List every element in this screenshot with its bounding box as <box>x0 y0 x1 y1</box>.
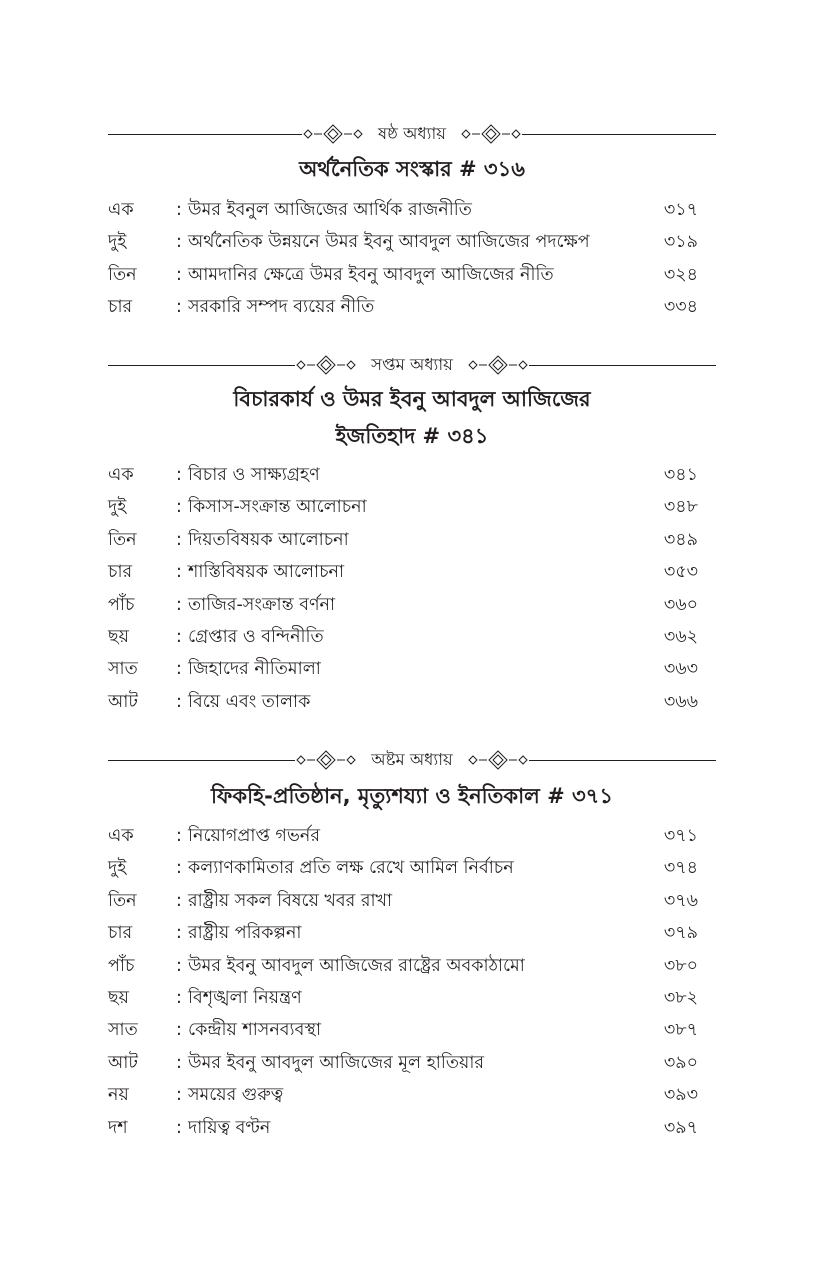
entry-page: ৩২৪ <box>663 264 698 285</box>
toc-entry[interactable]: ছয় : বিশৃঙ্খলা নিয়ন্ত্রণ ৩৮২ <box>108 982 698 1014</box>
toc-entry[interactable]: সাত : জিহাদের নীতিমালা ৩৬৩ <box>108 653 698 685</box>
diamond-ornament-icon <box>302 123 364 145</box>
entry-title: উমর ইবনু আবদুল আজিজের রাষ্ট্রের অবকাঠামো <box>188 955 525 976</box>
toc-entry[interactable]: এক : নিয়োগপ্রাপ্ত গভর্নর ৩৭১ <box>108 820 698 852</box>
entry-number: এক <box>108 465 134 485</box>
entry-title: দায়িত্ব বণ্টন <box>188 1117 271 1138</box>
entry-number: দশ <box>108 1117 128 1138</box>
toc-entry[interactable]: চার : শাস্তিবিষয়ক আলোচনা ৩৫৩ <box>108 556 698 588</box>
entry-page: ৩৯৭ <box>663 1117 698 1138</box>
entry-number: ছয় <box>108 626 129 647</box>
entry-page: ৩৫৩ <box>663 562 698 583</box>
entry-number: সাত <box>108 659 138 680</box>
divider-rule <box>529 365 716 366</box>
divider-rule <box>108 365 295 366</box>
entry-page: ৩৬০ <box>663 594 698 615</box>
entry-page: ৩১৭ <box>663 200 698 220</box>
entry-title: জিহাদের নীতিমালা <box>188 659 321 680</box>
toc-entry[interactable]: দুই : অর্থনৈতিক উন্নয়নে উমর ইবনু আবদুল আজিজের পদক্ষেপ ৩১৯ <box>108 226 698 258</box>
toc-entry[interactable]: সাত : কেন্দ্রীয় শাসনব্যবস্থা ৩৮৭ <box>108 1014 698 1046</box>
toc-entry[interactable]: তিন : দিয়তবিষয়ক আলোচনা ৩৪৯ <box>108 524 698 556</box>
entry-title: আমদানির ক্ষেত্রে উমর ইবনু আবদুল আজিজের নীতি <box>188 264 554 285</box>
diamond-ornament-icon <box>295 749 357 771</box>
entry-title: কেন্দ্রীয় শাসনব্যবস্থা <box>188 1020 322 1041</box>
entry-number: ছয় <box>108 987 129 1008</box>
toc-entry[interactable]: আট : উমর ইবনু আবদুল আজিজের মূল হাতিয়ার ৩৯০ <box>108 1047 698 1079</box>
diamond-ornament-icon <box>467 749 529 771</box>
chapter-title: বিচারকার্য ও উমর ইবনু আবদুল আজিজের <box>233 387 591 411</box>
toc-entry[interactable]: এক : উমর ইবনুল আজিজের আর্থিক রাজনীতি ৩১৭ <box>108 194 698 226</box>
entry-number: চার <box>108 562 133 583</box>
diamond-ornament-icon <box>295 354 357 376</box>
entry-title: দিয়তবিষয়ক আলোচনা <box>188 529 349 550</box>
entry-number: এক <box>108 826 134 846</box>
entry-number: তিন <box>108 890 137 911</box>
entry-title: তাজির-সংক্রান্ত বর্ণনা <box>188 594 336 615</box>
entry-page: ৩৬২ <box>663 626 698 647</box>
toc-entry[interactable]: চার : রাষ্ট্রীয় পরিকল্পনা ৩৭৯ <box>108 917 698 949</box>
chapter-title: অর্থনৈতিক সংস্কার # ৩১৬ <box>299 157 525 181</box>
entry-number: এক <box>108 200 134 220</box>
chapter-entries <box>108 820 698 1144</box>
entry-page: ৩৭৪ <box>663 858 698 879</box>
entry-title: সরকারি সম্পদ ব্যয়ের নীতি <box>188 297 375 318</box>
entry-title: নিয়োগপ্রাপ্ত গভর্নর <box>188 826 320 846</box>
entry-page: ৩১৯ <box>663 232 698 253</box>
divider-rule <box>522 134 716 135</box>
chapter-entries <box>108 194 698 324</box>
divider-rule <box>108 134 302 135</box>
entry-page: ৩৬৩ <box>663 659 698 680</box>
entry-number: চার <box>108 297 133 318</box>
entry-number: আট <box>108 1052 138 1073</box>
divider-rule <box>529 760 716 761</box>
chapter-entries <box>108 459 698 718</box>
entry-number: চার <box>108 923 133 944</box>
entry-title: রাষ্ট্রীয় সকল বিষয়ে খবর রাখা <box>188 890 393 911</box>
entry-number: তিন <box>108 264 137 285</box>
entry-page: ৩৭৯ <box>663 923 698 944</box>
entry-page: ৩৮৭ <box>663 1020 698 1041</box>
entry-page: ৩৬৬ <box>663 691 698 712</box>
toc-entry[interactable]: দুই : কিসাস-সংক্রান্ত আলোচনা ৩৪৮ <box>108 491 698 523</box>
entry-title: অর্থনৈতিক উন্নয়নে উমর ইবনু আবদুল আজিজের পদক্ষেপ <box>188 232 590 253</box>
entry-title: শাস্তিবিষয়ক আলোচনা <box>188 562 345 583</box>
entry-page: ৩৩৪ <box>663 297 698 318</box>
entry-title: বিশৃঙ্খলা নিয়ন্ত্রণ <box>188 987 302 1008</box>
entry-number: পাঁচ <box>108 594 135 615</box>
chapter-title: ইজতিহাদ # ৩৪১ <box>335 424 489 448</box>
entry-number: দুই <box>108 232 127 253</box>
entry-title: গ্রেপ্তার ও বন্দিনীতি <box>188 626 324 647</box>
entry-number: দুই <box>108 497 127 518</box>
entry-page: ৩৮০ <box>663 955 698 976</box>
chapter-divider <box>108 350 716 380</box>
chapter-divider <box>108 745 716 775</box>
entry-page: ৩৯০ <box>663 1052 698 1073</box>
toc-entry[interactable]: দুই : কল্যাণকামিতার প্রতি লক্ষ রেখে আমিল নির্বাচন ৩৭৪ <box>108 852 698 884</box>
chapter-label: অষ্টম অধ্যায় <box>371 750 453 769</box>
chapter-label: সপ্তম অধ্যায় <box>371 355 453 374</box>
entry-number: তিন <box>108 529 137 550</box>
divider-rule <box>108 760 295 761</box>
entry-title: বিচার ও সাক্ষ্যগ্রহণ <box>188 465 320 485</box>
entry-page: ৩৮২ <box>663 987 698 1008</box>
toc-entry[interactable]: এক : বিচার ও সাক্ষ্যগ্রহণ ৩৪১ <box>108 459 698 491</box>
entry-number: দুই <box>108 858 127 879</box>
entry-page: ৩৪১ <box>663 465 698 485</box>
entry-title: উমর ইবনু আবদুল আজিজের মূল হাতিয়ার <box>188 1052 485 1073</box>
diamond-ornament-icon <box>460 123 522 145</box>
entry-page: ৩৯৩ <box>663 1085 698 1106</box>
toc-entry[interactable]: পাঁচ : উমর ইবনু আবদুল আজিজের রাষ্ট্রের অবকাঠামো ৩৮০ <box>108 950 698 982</box>
diamond-ornament-icon <box>467 354 529 376</box>
toc-entry[interactable]: দশ : দায়িত্ব বণ্টন ৩৯৭ <box>108 1112 698 1144</box>
entry-title: কিসাস-সংক্রান্ত আলোচনা <box>188 497 367 518</box>
entry-title: রাষ্ট্রীয় পরিকল্পনা <box>188 923 302 944</box>
entry-title: কল্যাণকামিতার প্রতি লক্ষ রেখে আমিল নির্বাচন <box>188 858 514 879</box>
chapter-divider <box>108 119 716 149</box>
entry-number: নয় <box>108 1085 129 1106</box>
entry-number: পাঁচ <box>108 955 135 976</box>
entry-title: সময়ের গুরুত্ব <box>188 1085 284 1106</box>
entry-title: বিয়ে এবং তালাক <box>188 691 311 712</box>
chapter-title: ফিকহি-প্রতিষ্ঠান, মৃত্যুশয্যা ও ইনতিকাল # ৩৭১ <box>211 784 613 808</box>
entry-number: আট <box>108 691 138 712</box>
entry-page: ৩৭১ <box>663 826 698 846</box>
chapter-label: ষষ্ঠ অধ্যায় <box>378 124 446 143</box>
entry-page: ৩৭৬ <box>663 890 698 911</box>
toc-entry[interactable]: আট : বিয়ে এবং তালাক ৩৬৬ <box>108 686 698 718</box>
toc-entry[interactable]: ছয় : গ্রেপ্তার ও বন্দিনীতি ৩৬২ <box>108 621 698 653</box>
entry-page: ৩৪৮ <box>663 497 698 518</box>
toc-entry[interactable]: পাঁচ : তাজির-সংক্রান্ত বর্ণনা ৩৬০ <box>108 589 698 621</box>
entry-number: সাত <box>108 1020 138 1041</box>
toc-entry[interactable]: চার : সরকারি সম্পদ ব্যয়ের নীতি ৩৩৪ <box>108 291 698 323</box>
entry-title: উমর ইবনুল আজিজের আর্থিক রাজনীতি <box>188 200 472 220</box>
toc-entry[interactable]: তিন : রাষ্ট্রীয় সকল বিষয়ে খবর রাখা ৩৭৬ <box>108 885 698 917</box>
entry-page: ৩৪৯ <box>663 529 698 550</box>
toc-entry[interactable]: নয় : সময়ের গুরুত্ব ৩৯৩ <box>108 1079 698 1111</box>
toc-entry[interactable]: তিন : আমদানির ক্ষেত্রে উমর ইবনু আবদুল আজিজের নীতি ৩২৪ <box>108 259 698 291</box>
